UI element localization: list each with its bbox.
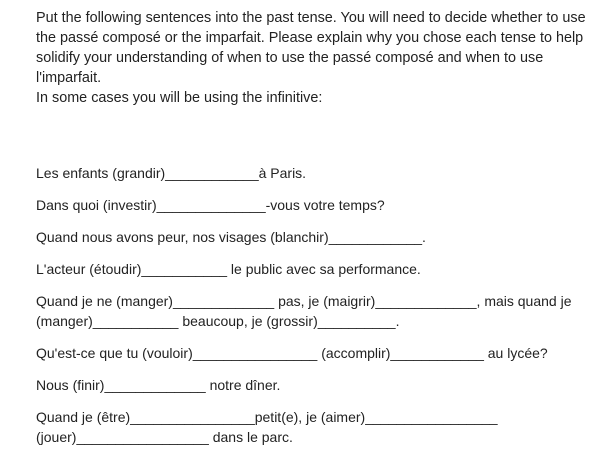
exercise-item: Quand je ne (manger)_____________ pas, je (maigrir)_____________, mais quand je (manger)___________ beaucoup, je (grossir)__________.: [36, 293, 572, 329]
instructions-text: Put the following sentences into the past tense. You will need to decide whether to use the passé composé or the imparfait. Please explain why you chose each tense to help solidify your understanding of when to use the passé composé and when to use l'imparfait. In some cases you will be using the infinitive:: [36, 10, 586, 106]
exercise-item: Quand je (être)________________petit(e), je (aimer)_________________ (jouer)_________________ dans le parc.: [36, 409, 498, 445]
exercise-item: Quand nous avons peur, nos visages (blanchir)____________.: [36, 229, 426, 245]
exercise-item: L'acteur (étoudir)___________ le public avec sa performance.: [36, 261, 421, 277]
exercise-item: Qu'est-ce que tu (vouloir)________________ (accomplir)____________ au lycée?: [36, 345, 548, 361]
exercise-list: [36, 163, 604, 447]
exercise-item: Dans quoi (investir)______________-vous votre temps?: [36, 197, 385, 213]
exercise-item: Nous (finir)_____________ notre dîner.: [36, 377, 281, 393]
exercise-item: Les enfants (grandir)____________à Paris.: [36, 165, 307, 181]
instructions-block: [36, 8, 604, 108]
